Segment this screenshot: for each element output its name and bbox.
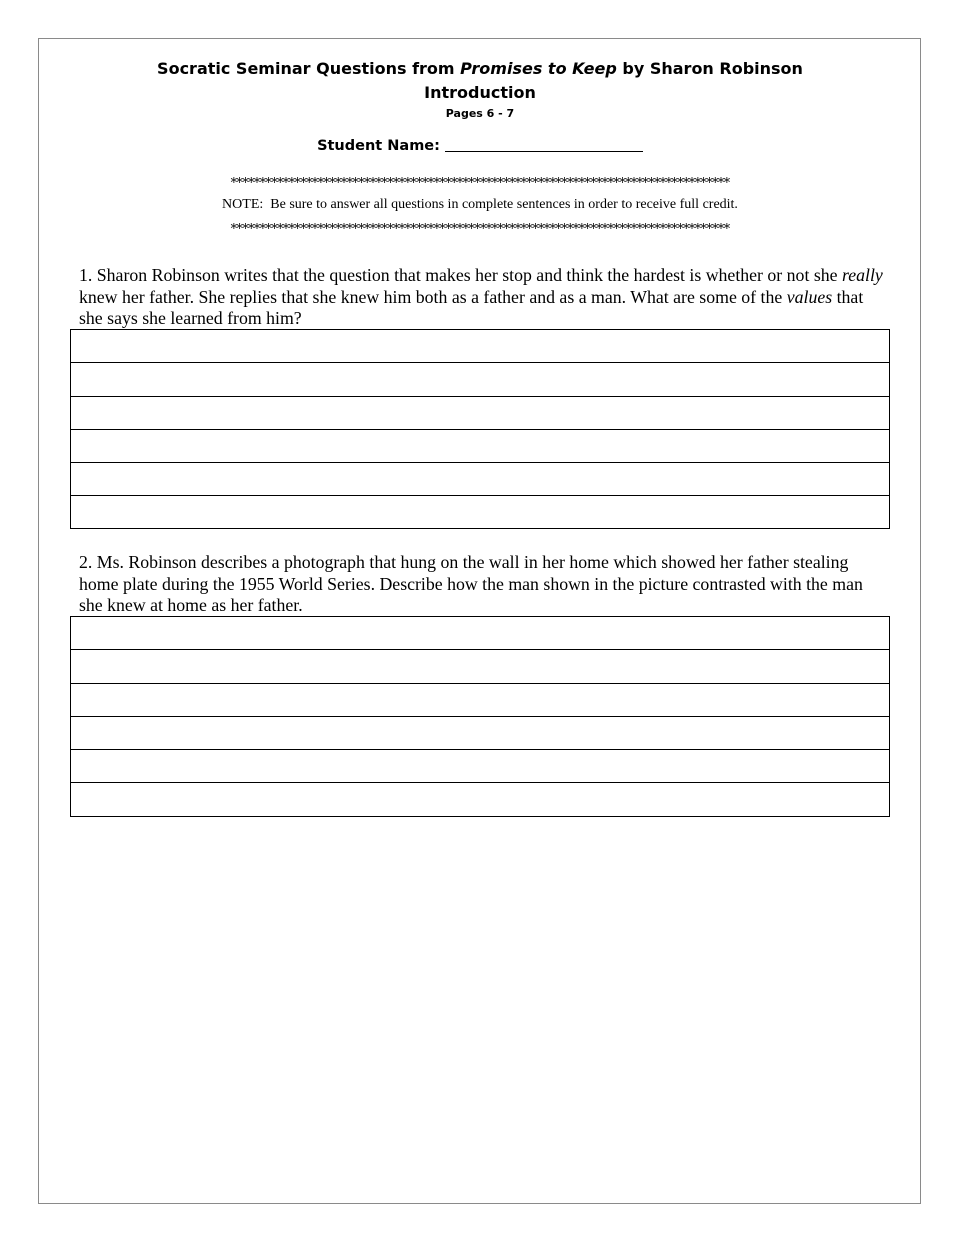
answer-line[interactable] — [71, 363, 889, 396]
answer-line[interactable] — [71, 617, 889, 650]
answer-line[interactable] — [71, 783, 889, 816]
answer-line[interactable] — [71, 496, 889, 529]
student-name-label: Student Name: — [317, 138, 440, 154]
instructions-note: NOTE: Be sure to answer all questions in complete sentences in order to receive full credit. — [222, 197, 738, 212]
question-1-emphasis-really: really — [841, 265, 883, 285]
book-title: Promises to Keep — [460, 59, 617, 78]
title-prefix: Socratic Seminar Questions from — [157, 59, 461, 78]
answer-line[interactable] — [71, 330, 889, 363]
student-name-blank[interactable] — [445, 136, 643, 152]
answer-box-1[interactable] — [70, 329, 890, 529]
question-1 — [79, 265, 889, 330]
answer-line[interactable] — [71, 397, 889, 430]
answer-line[interactable] — [71, 750, 889, 783]
answer-line[interactable] — [71, 717, 889, 750]
question-1-text-c: that she says she learned from him? — [79, 286, 864, 328]
question-2: 2. Ms. Robinson describes a photograph that hung on the wall in her home which showed her father stealing home plate during the 1955 World Series. Describe how the man shown in the picture contrasted with the man she knew at home as her father. — [79, 552, 863, 615]
answer-line[interactable] — [71, 650, 889, 683]
answer-box-2[interactable] — [70, 616, 890, 817]
answer-line[interactable] — [71, 430, 889, 463]
student-name-row — [0, 136, 960, 155]
page-range: Pages 6 - 7 — [445, 107, 515, 120]
answer-line[interactable] — [71, 463, 889, 496]
separator-bottom: ************************************************************************************** — [230, 222, 730, 237]
answer-line[interactable] — [71, 684, 889, 717]
worksheet-title — [0, 59, 960, 79]
question-1-text-a: 1. Sharon Robinson writes that the question that makes her stop and think the hardest is whether or not she — [79, 265, 842, 285]
separator-top: ************************************************************************************** — [230, 176, 730, 191]
question-1-emphasis-values: values — [786, 286, 833, 307]
section-subtitle: Introduction — [424, 83, 536, 102]
question-1-text-b: knew her father. She replies that she knew him both as a father and as a man. What are some of the — [79, 286, 787, 307]
title-suffix: by Sharon Robinson — [616, 59, 803, 78]
